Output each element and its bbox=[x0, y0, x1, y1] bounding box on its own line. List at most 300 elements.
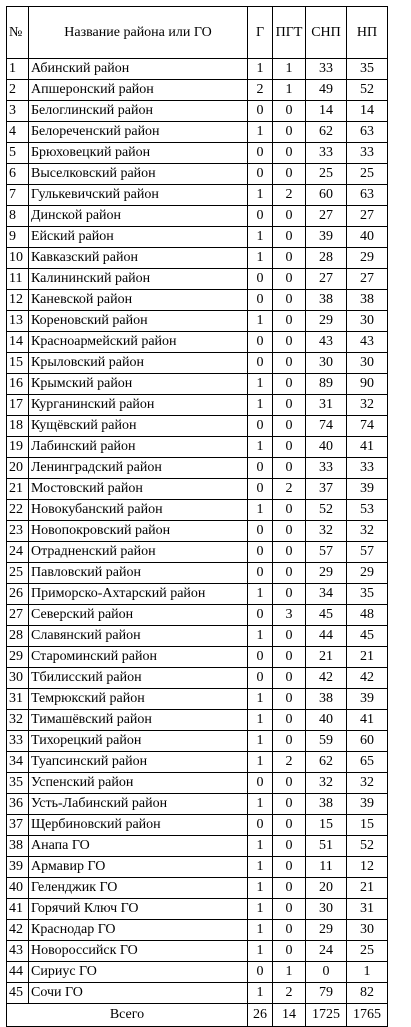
district-name: Новороссийск ГО bbox=[29, 941, 248, 962]
cell-pgt: 0 bbox=[273, 626, 306, 647]
district-name: Сириус ГО bbox=[29, 962, 248, 983]
cell-snp: 14 bbox=[306, 101, 347, 122]
cell-np: 53 bbox=[347, 500, 388, 521]
row-number: 26 bbox=[7, 584, 29, 605]
cell-np: 30 bbox=[347, 311, 388, 332]
cell-snp: 33 bbox=[306, 458, 347, 479]
cell-g: 1 bbox=[248, 626, 273, 647]
cell-g: 1 bbox=[248, 941, 273, 962]
cell-np: 52 bbox=[347, 836, 388, 857]
cell-np: 74 bbox=[347, 416, 388, 437]
district-name: Белоглинский район bbox=[29, 101, 248, 122]
row-number: 1 bbox=[7, 59, 29, 80]
cell-pgt: 0 bbox=[273, 647, 306, 668]
cell-pgt: 0 bbox=[273, 899, 306, 920]
table-row bbox=[7, 101, 388, 122]
cell-snp: 28 bbox=[306, 248, 347, 269]
table-row bbox=[7, 185, 388, 206]
table-row bbox=[7, 815, 388, 836]
cell-snp: 15 bbox=[306, 815, 347, 836]
cell-np: 39 bbox=[347, 794, 388, 815]
cell-pgt: 2 bbox=[273, 479, 306, 500]
cell-g: 1 bbox=[248, 500, 273, 521]
district-name: Мостовский район bbox=[29, 479, 248, 500]
table-row bbox=[7, 542, 388, 563]
district-name: Кущёвский район bbox=[29, 416, 248, 437]
header-pgt: ПГТ bbox=[273, 7, 306, 59]
cell-snp: 51 bbox=[306, 836, 347, 857]
cell-g: 0 bbox=[248, 269, 273, 290]
row-number: 16 bbox=[7, 374, 29, 395]
cell-snp: 25 bbox=[306, 164, 347, 185]
cell-g: 0 bbox=[248, 521, 273, 542]
cell-np: 25 bbox=[347, 164, 388, 185]
cell-g: 1 bbox=[248, 122, 273, 143]
district-name: Усть-Лабинский район bbox=[29, 794, 248, 815]
row-number: 20 bbox=[7, 458, 29, 479]
table-row bbox=[7, 605, 388, 626]
cell-g: 0 bbox=[248, 647, 273, 668]
table-row bbox=[7, 500, 388, 521]
district-name: Отрадненский район bbox=[29, 542, 248, 563]
cell-g: 1 bbox=[248, 710, 273, 731]
table-row bbox=[7, 332, 388, 353]
row-number: 45 bbox=[7, 983, 29, 1004]
cell-snp: 45 bbox=[306, 605, 347, 626]
cell-np: 63 bbox=[347, 122, 388, 143]
table-row bbox=[7, 647, 388, 668]
cell-pgt: 0 bbox=[273, 332, 306, 353]
cell-snp: 0 bbox=[306, 962, 347, 983]
row-number: 13 bbox=[7, 311, 29, 332]
table-row bbox=[7, 941, 388, 962]
cell-np: 30 bbox=[347, 920, 388, 941]
cell-np: 43 bbox=[347, 332, 388, 353]
cell-pgt: 0 bbox=[273, 773, 306, 794]
cell-g: 0 bbox=[248, 290, 273, 311]
row-number: 11 bbox=[7, 269, 29, 290]
cell-np: 33 bbox=[347, 458, 388, 479]
table-row bbox=[7, 416, 388, 437]
cell-np: 42 bbox=[347, 668, 388, 689]
table-row bbox=[7, 836, 388, 857]
district-name: Приморско-Ахтарский район bbox=[29, 584, 248, 605]
cell-np: 1 bbox=[347, 962, 388, 983]
cell-pgt: 0 bbox=[273, 206, 306, 227]
cell-snp: 24 bbox=[306, 941, 347, 962]
district-name: Гулькевичский район bbox=[29, 185, 248, 206]
totals-row bbox=[7, 1004, 388, 1027]
cell-pgt: 0 bbox=[273, 542, 306, 563]
cell-g: 1 bbox=[248, 227, 273, 248]
table-row bbox=[7, 458, 388, 479]
row-number: 28 bbox=[7, 626, 29, 647]
row-number: 19 bbox=[7, 437, 29, 458]
cell-np: 57 bbox=[347, 542, 388, 563]
row-number: 41 bbox=[7, 899, 29, 920]
cell-g: 0 bbox=[248, 479, 273, 500]
cell-snp: 29 bbox=[306, 563, 347, 584]
row-number: 2 bbox=[7, 80, 29, 101]
cell-snp: 62 bbox=[306, 752, 347, 773]
header-np: НП bbox=[347, 7, 388, 59]
row-number: 31 bbox=[7, 689, 29, 710]
cell-pgt: 1 bbox=[273, 80, 306, 101]
cell-np: 32 bbox=[347, 395, 388, 416]
cell-snp: 32 bbox=[306, 773, 347, 794]
cell-snp: 62 bbox=[306, 122, 347, 143]
cell-pgt: 0 bbox=[273, 878, 306, 899]
table-row bbox=[7, 752, 388, 773]
row-number: 38 bbox=[7, 836, 29, 857]
cell-pgt: 0 bbox=[273, 437, 306, 458]
cell-snp: 42 bbox=[306, 668, 347, 689]
cell-g: 0 bbox=[248, 353, 273, 374]
district-name: Брюховецкий район bbox=[29, 143, 248, 164]
cell-np: 52 bbox=[347, 80, 388, 101]
cell-snp: 49 bbox=[306, 80, 347, 101]
cell-g: 0 bbox=[248, 164, 273, 185]
cell-snp: 79 bbox=[306, 983, 347, 1004]
cell-pgt: 0 bbox=[273, 815, 306, 836]
cell-np: 31 bbox=[347, 899, 388, 920]
cell-pgt: 0 bbox=[273, 164, 306, 185]
cell-pgt: 0 bbox=[273, 374, 306, 395]
cell-pgt: 0 bbox=[273, 353, 306, 374]
district-name: Темрюкский район bbox=[29, 689, 248, 710]
cell-np: 30 bbox=[347, 353, 388, 374]
cell-snp: 40 bbox=[306, 437, 347, 458]
cell-np: 38 bbox=[347, 290, 388, 311]
table-row bbox=[7, 920, 388, 941]
table-row bbox=[7, 689, 388, 710]
row-number: 37 bbox=[7, 815, 29, 836]
cell-g: 1 bbox=[248, 584, 273, 605]
cell-snp: 59 bbox=[306, 731, 347, 752]
cell-np: 15 bbox=[347, 815, 388, 836]
cell-snp: 38 bbox=[306, 290, 347, 311]
district-name: Калининский район bbox=[29, 269, 248, 290]
table-row bbox=[7, 59, 388, 80]
cell-g: 0 bbox=[248, 542, 273, 563]
district-name: Кавказский район bbox=[29, 248, 248, 269]
cell-g: 1 bbox=[248, 899, 273, 920]
cell-pgt: 0 bbox=[273, 857, 306, 878]
cell-pgt: 0 bbox=[273, 941, 306, 962]
cell-np: 39 bbox=[347, 689, 388, 710]
cell-snp: 20 bbox=[306, 878, 347, 899]
row-number: 23 bbox=[7, 521, 29, 542]
district-name: Успенский район bbox=[29, 773, 248, 794]
cell-snp: 39 bbox=[306, 227, 347, 248]
totals-pgt: 14 bbox=[273, 1004, 306, 1027]
cell-snp: 74 bbox=[306, 416, 347, 437]
cell-pgt: 0 bbox=[273, 500, 306, 521]
cell-np: 65 bbox=[347, 752, 388, 773]
cell-snp: 40 bbox=[306, 710, 347, 731]
district-name: Кореновский район bbox=[29, 311, 248, 332]
cell-np: 90 bbox=[347, 374, 388, 395]
table-row bbox=[7, 773, 388, 794]
cell-g: 1 bbox=[248, 248, 273, 269]
cell-snp: 30 bbox=[306, 353, 347, 374]
table-header-row bbox=[7, 7, 388, 59]
table-row bbox=[7, 668, 388, 689]
cell-pgt: 0 bbox=[273, 584, 306, 605]
totals-np: 1765 bbox=[347, 1004, 388, 1027]
cell-np: 45 bbox=[347, 626, 388, 647]
table-row bbox=[7, 80, 388, 101]
district-name: Динской район bbox=[29, 206, 248, 227]
header-name: Название района или ГО bbox=[29, 7, 248, 59]
district-name: Славянский район bbox=[29, 626, 248, 647]
cell-snp: 52 bbox=[306, 500, 347, 521]
district-name: Туапсинский район bbox=[29, 752, 248, 773]
cell-pgt: 0 bbox=[273, 269, 306, 290]
table-row bbox=[7, 374, 388, 395]
district-name: Ленинградский район bbox=[29, 458, 248, 479]
cell-np: 14 bbox=[347, 101, 388, 122]
cell-g: 0 bbox=[248, 332, 273, 353]
district-name: Новопокровский район bbox=[29, 521, 248, 542]
cell-snp: 37 bbox=[306, 479, 347, 500]
cell-pgt: 3 bbox=[273, 605, 306, 626]
row-number: 29 bbox=[7, 647, 29, 668]
cell-g: 1 bbox=[248, 857, 273, 878]
cell-g: 2 bbox=[248, 80, 273, 101]
row-number: 30 bbox=[7, 668, 29, 689]
cell-pgt: 0 bbox=[273, 920, 306, 941]
cell-g: 1 bbox=[248, 836, 273, 857]
cell-np: 82 bbox=[347, 983, 388, 1004]
cell-np: 60 bbox=[347, 731, 388, 752]
row-number: 5 bbox=[7, 143, 29, 164]
district-name: Староминский район bbox=[29, 647, 248, 668]
cell-pgt: 0 bbox=[273, 143, 306, 164]
cell-np: 32 bbox=[347, 773, 388, 794]
cell-snp: 30 bbox=[306, 899, 347, 920]
district-name: Армавир ГО bbox=[29, 857, 248, 878]
table-row bbox=[7, 521, 388, 542]
cell-pgt: 1 bbox=[273, 962, 306, 983]
row-number: 15 bbox=[7, 353, 29, 374]
row-number: 43 bbox=[7, 941, 29, 962]
cell-g: 1 bbox=[248, 374, 273, 395]
cell-pgt: 0 bbox=[273, 794, 306, 815]
cell-g: 1 bbox=[248, 59, 273, 80]
cell-np: 25 bbox=[347, 941, 388, 962]
row-number: 24 bbox=[7, 542, 29, 563]
cell-snp: 33 bbox=[306, 143, 347, 164]
cell-pgt: 0 bbox=[273, 689, 306, 710]
cell-g: 0 bbox=[248, 962, 273, 983]
district-name: Красноармейский район bbox=[29, 332, 248, 353]
table-body bbox=[7, 59, 388, 1004]
cell-pgt: 0 bbox=[273, 836, 306, 857]
row-number: 44 bbox=[7, 962, 29, 983]
district-name: Крымский район bbox=[29, 374, 248, 395]
cell-pgt: 0 bbox=[273, 416, 306, 437]
district-name: Апшеронский район bbox=[29, 80, 248, 101]
cell-np: 40 bbox=[347, 227, 388, 248]
table-row bbox=[7, 164, 388, 185]
cell-g: 1 bbox=[248, 920, 273, 941]
row-number: 32 bbox=[7, 710, 29, 731]
table-row bbox=[7, 206, 388, 227]
cell-pgt: 0 bbox=[273, 458, 306, 479]
cell-pgt: 0 bbox=[273, 710, 306, 731]
cell-pgt: 2 bbox=[273, 185, 306, 206]
cell-np: 41 bbox=[347, 710, 388, 731]
cell-g: 0 bbox=[248, 605, 273, 626]
cell-g: 1 bbox=[248, 794, 273, 815]
table-row bbox=[7, 479, 388, 500]
row-number: 8 bbox=[7, 206, 29, 227]
cell-snp: 34 bbox=[306, 584, 347, 605]
table-row bbox=[7, 857, 388, 878]
cell-np: 63 bbox=[347, 185, 388, 206]
district-name: Тбилисский район bbox=[29, 668, 248, 689]
table-row bbox=[7, 122, 388, 143]
cell-snp: 27 bbox=[306, 206, 347, 227]
row-number: 34 bbox=[7, 752, 29, 773]
table-row bbox=[7, 269, 388, 290]
row-number: 35 bbox=[7, 773, 29, 794]
district-name: Ейский район bbox=[29, 227, 248, 248]
cell-pgt: 0 bbox=[273, 248, 306, 269]
row-number: 18 bbox=[7, 416, 29, 437]
district-name: Абинский район bbox=[29, 59, 248, 80]
cell-g: 1 bbox=[248, 983, 273, 1004]
cell-snp: 21 bbox=[306, 647, 347, 668]
row-number: 10 bbox=[7, 248, 29, 269]
row-number: 42 bbox=[7, 920, 29, 941]
table-row bbox=[7, 290, 388, 311]
table-row bbox=[7, 962, 388, 983]
district-name: Курганинский район bbox=[29, 395, 248, 416]
district-name: Горячий Ключ ГО bbox=[29, 899, 248, 920]
settlements-table-container bbox=[6, 6, 388, 1027]
district-name: Белореченский район bbox=[29, 122, 248, 143]
cell-g: 1 bbox=[248, 437, 273, 458]
table-row bbox=[7, 584, 388, 605]
cell-snp: 60 bbox=[306, 185, 347, 206]
row-number: 39 bbox=[7, 857, 29, 878]
table-row bbox=[7, 437, 388, 458]
cell-g: 0 bbox=[248, 815, 273, 836]
cell-np: 21 bbox=[347, 647, 388, 668]
cell-pgt: 1 bbox=[273, 59, 306, 80]
cell-snp: 32 bbox=[306, 521, 347, 542]
cell-snp: 31 bbox=[306, 395, 347, 416]
district-name: Тимашёвский район bbox=[29, 710, 248, 731]
cell-snp: 38 bbox=[306, 689, 347, 710]
district-name: Щербиновский район bbox=[29, 815, 248, 836]
totals-label: Всего bbox=[7, 1004, 248, 1027]
table-row bbox=[7, 311, 388, 332]
cell-snp: 57 bbox=[306, 542, 347, 563]
table-row bbox=[7, 899, 388, 920]
cell-g: 0 bbox=[248, 668, 273, 689]
cell-g: 1 bbox=[248, 878, 273, 899]
table-row bbox=[7, 395, 388, 416]
cell-pgt: 0 bbox=[273, 731, 306, 752]
cell-pgt: 0 bbox=[273, 290, 306, 311]
district-name: Сочи ГО bbox=[29, 983, 248, 1004]
cell-snp: 29 bbox=[306, 311, 347, 332]
cell-snp: 33 bbox=[306, 59, 347, 80]
table-row bbox=[7, 710, 388, 731]
cell-g: 0 bbox=[248, 101, 273, 122]
cell-snp: 11 bbox=[306, 857, 347, 878]
cell-np: 39 bbox=[347, 479, 388, 500]
cell-g: 1 bbox=[248, 311, 273, 332]
cell-np: 32 bbox=[347, 521, 388, 542]
cell-pgt: 0 bbox=[273, 122, 306, 143]
cell-g: 0 bbox=[248, 416, 273, 437]
row-number: 3 bbox=[7, 101, 29, 122]
cell-snp: 29 bbox=[306, 920, 347, 941]
cell-snp: 38 bbox=[306, 794, 347, 815]
table-row bbox=[7, 563, 388, 584]
district-name: Павловский район bbox=[29, 563, 248, 584]
cell-pgt: 0 bbox=[273, 668, 306, 689]
cell-pgt: 2 bbox=[273, 983, 306, 1004]
table-row bbox=[7, 143, 388, 164]
cell-g: 1 bbox=[248, 752, 273, 773]
row-number: 33 bbox=[7, 731, 29, 752]
cell-np: 35 bbox=[347, 584, 388, 605]
cell-pgt: 0 bbox=[273, 311, 306, 332]
table-row bbox=[7, 794, 388, 815]
table-row bbox=[7, 353, 388, 374]
row-number: 22 bbox=[7, 500, 29, 521]
row-number: 4 bbox=[7, 122, 29, 143]
cell-g: 0 bbox=[248, 458, 273, 479]
table-row bbox=[7, 248, 388, 269]
totals-g: 26 bbox=[248, 1004, 273, 1027]
cell-g: 0 bbox=[248, 143, 273, 164]
cell-np: 21 bbox=[347, 878, 388, 899]
header-g: Г bbox=[248, 7, 273, 59]
cell-pgt: 0 bbox=[273, 227, 306, 248]
district-name: Новокубанский район bbox=[29, 500, 248, 521]
district-name: Тихорецкий район bbox=[29, 731, 248, 752]
totals-snp: 1725 bbox=[306, 1004, 347, 1027]
cell-g: 1 bbox=[248, 689, 273, 710]
table-row bbox=[7, 626, 388, 647]
row-number: 14 bbox=[7, 332, 29, 353]
cell-snp: 27 bbox=[306, 269, 347, 290]
cell-np: 27 bbox=[347, 269, 388, 290]
cell-pgt: 0 bbox=[273, 101, 306, 122]
cell-np: 12 bbox=[347, 857, 388, 878]
cell-np: 48 bbox=[347, 605, 388, 626]
cell-snp: 43 bbox=[306, 332, 347, 353]
header-snp: СНП bbox=[306, 7, 347, 59]
district-name: Краснодар ГО bbox=[29, 920, 248, 941]
district-name: Лабинский район bbox=[29, 437, 248, 458]
row-number: 17 bbox=[7, 395, 29, 416]
header-number: № bbox=[7, 7, 29, 59]
cell-np: 29 bbox=[347, 248, 388, 269]
cell-g: 1 bbox=[248, 395, 273, 416]
row-number: 9 bbox=[7, 227, 29, 248]
table-row bbox=[7, 731, 388, 752]
settlements-table bbox=[6, 6, 388, 1027]
row-number: 21 bbox=[7, 479, 29, 500]
cell-g: 1 bbox=[248, 185, 273, 206]
